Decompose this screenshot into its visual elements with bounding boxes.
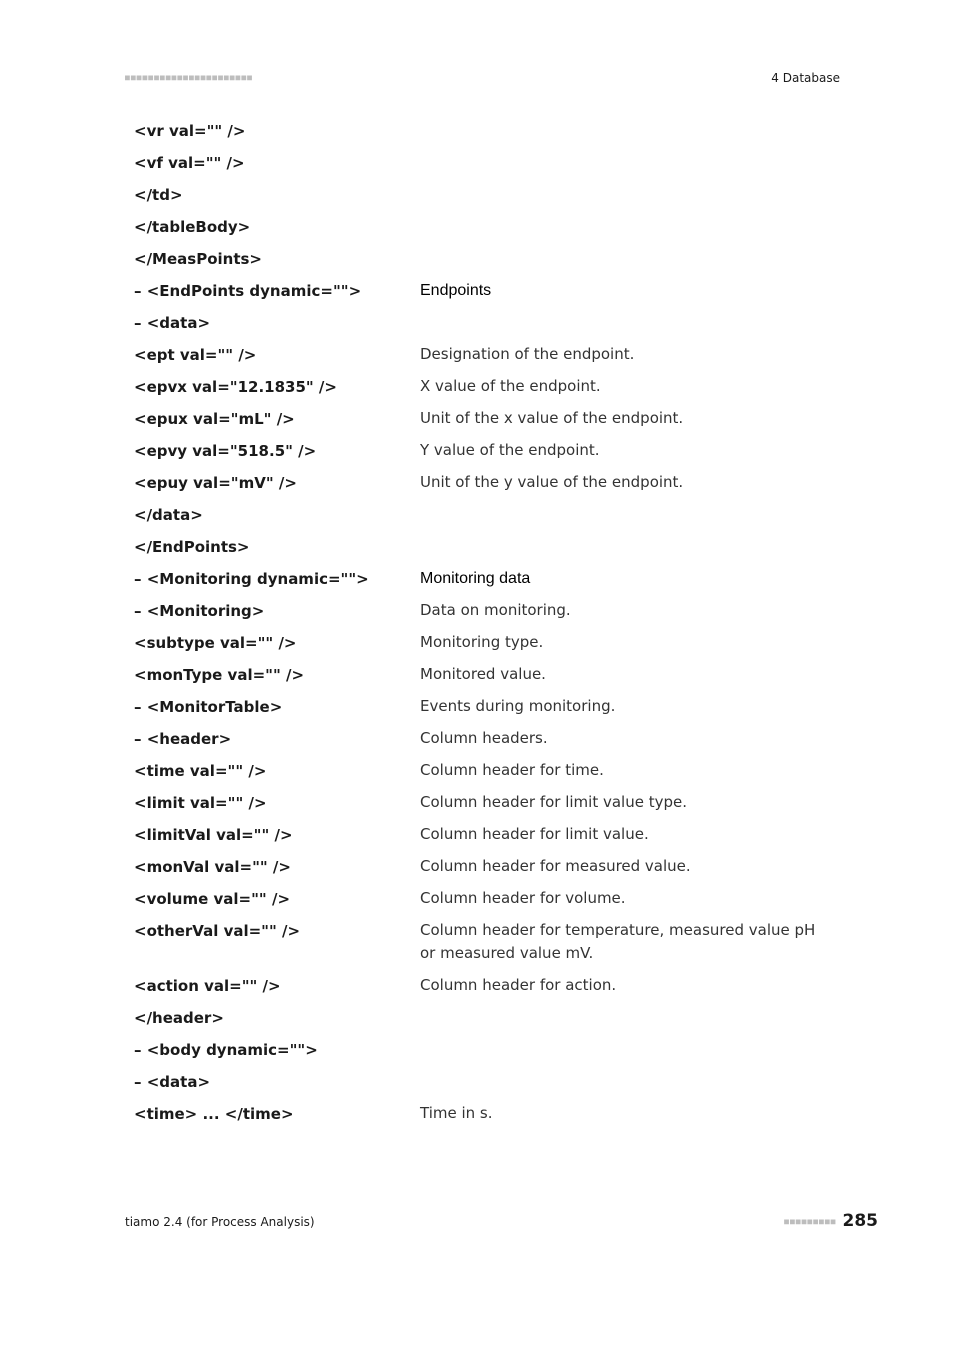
element-description: Monitoring type. xyxy=(420,633,544,651)
table-row xyxy=(134,691,834,723)
element-description: Column header for temperature, measured value pH or measured value mV. xyxy=(420,921,816,962)
element-description xyxy=(420,531,834,540)
section-heading: Endpoints xyxy=(420,282,492,299)
element-description: Column headers. xyxy=(420,729,548,747)
xml-element-name: </MeasPoints> xyxy=(134,250,262,268)
footer-product-name: tiamo 2.4 (for Process Analysis) xyxy=(125,1215,315,1229)
table-row xyxy=(134,755,834,787)
xml-element-name: – <Monitoring dynamic=""> xyxy=(134,570,369,588)
xml-element-name: <time val="" /> xyxy=(134,762,267,780)
table-row xyxy=(134,115,834,147)
table-row xyxy=(134,915,834,970)
xml-element-name: <monVal val="" /> xyxy=(134,858,291,876)
table-row xyxy=(134,819,834,851)
xml-element-name: <subtype val="" /> xyxy=(134,634,297,652)
xml-element-name: – <EndPoints dynamic=""> xyxy=(134,282,362,300)
chapter-title: 4 Database xyxy=(771,71,840,85)
element-description xyxy=(420,1002,834,1011)
table-row xyxy=(134,147,834,179)
xml-element-name: <epvy val="518.5" /> xyxy=(134,442,317,460)
table-row xyxy=(134,883,834,915)
table-row xyxy=(134,243,834,275)
table-row xyxy=(134,1066,834,1098)
element-description: Column header for measured value. xyxy=(420,857,691,875)
table-row xyxy=(134,275,834,307)
xml-element-name: <vr val="" /> xyxy=(134,122,246,140)
element-description xyxy=(420,179,834,188)
page-number: 285 xyxy=(842,1211,878,1231)
element-description: Column header for limit value type. xyxy=(420,793,687,811)
xml-element-name: <time> ... </time> xyxy=(134,1105,294,1123)
xml-element-name: </header> xyxy=(134,1009,224,1027)
element-description: Column header for limit value. xyxy=(420,825,649,843)
xml-element-name: <otherVal val="" /> xyxy=(134,922,301,940)
table-row xyxy=(134,499,834,531)
element-description: Column header for volume. xyxy=(420,889,626,907)
table-row xyxy=(134,339,834,371)
footer-pagination xyxy=(784,1211,878,1231)
xml-element-name: – <data> xyxy=(134,314,211,332)
xml-element-name: <volume val="" /> xyxy=(134,890,291,908)
element-description xyxy=(420,115,834,124)
xml-element-name: </EndPoints> xyxy=(134,538,250,556)
element-description xyxy=(420,499,834,508)
element-description xyxy=(420,1034,834,1043)
footer-decoration: ■■■■■■■■■ xyxy=(784,1216,837,1226)
xml-element-name: <limitVal val="" /> xyxy=(134,826,293,844)
element-description: Column header for time. xyxy=(420,761,604,779)
element-description xyxy=(420,243,834,252)
table-row xyxy=(134,970,834,1002)
element-description xyxy=(420,1066,834,1075)
table-row xyxy=(134,627,834,659)
table-row xyxy=(134,723,834,755)
xml-element-name: </td> xyxy=(134,186,183,204)
xml-element-name: <monType val="" /> xyxy=(134,666,305,684)
table-row xyxy=(134,211,834,243)
table-row xyxy=(134,467,834,499)
table-row xyxy=(134,1098,834,1130)
xml-element-table xyxy=(134,115,834,1130)
table-row xyxy=(134,179,834,211)
xml-element-name: – <Monitoring> xyxy=(134,602,265,620)
element-description xyxy=(420,307,834,316)
header-decoration: ■■■■■■■■■■■■■■■■■■■■■■ xyxy=(125,73,253,82)
table-row xyxy=(134,371,834,403)
element-description: X value of the endpoint. xyxy=(420,377,601,395)
table-row xyxy=(134,307,834,339)
xml-element-name: – <body dynamic=""> xyxy=(134,1041,318,1059)
table-row xyxy=(134,435,834,467)
element-description: Unit of the x value of the endpoint. xyxy=(420,409,684,427)
xml-element-name: <action val="" /> xyxy=(134,977,281,995)
element-description xyxy=(420,211,834,220)
table-row xyxy=(134,659,834,691)
table-row xyxy=(134,851,834,883)
xml-element-name: – <data> xyxy=(134,1073,211,1091)
element-description: Designation of the endpoint. xyxy=(420,345,635,363)
element-description xyxy=(420,147,834,156)
table-row xyxy=(134,563,834,595)
section-heading: Monitoring data xyxy=(420,570,531,587)
table-row xyxy=(134,595,834,627)
table-row xyxy=(134,403,834,435)
table-row xyxy=(134,787,834,819)
xml-element-name: <limit val="" /> xyxy=(134,794,267,812)
element-description: Y value of the endpoint. xyxy=(420,441,600,459)
xml-element-name: <vf val="" /> xyxy=(134,154,245,172)
xml-element-name: <epux val="mL" /> xyxy=(134,410,295,428)
xml-element-name: <ept val="" /> xyxy=(134,346,257,364)
xml-element-name: </data> xyxy=(134,506,203,524)
element-description: Data on monitoring. xyxy=(420,601,571,619)
xml-element-name: <epvx val="12.1835" /> xyxy=(134,378,337,396)
table-row xyxy=(134,1002,834,1034)
element-description: Monitored value. xyxy=(420,665,546,683)
element-description: Events during monitoring. xyxy=(420,697,616,715)
xml-element-name: – <header> xyxy=(134,730,232,748)
element-description: Unit of the y value of the endpoint. xyxy=(420,473,684,491)
element-description: Time in s. xyxy=(420,1104,493,1122)
xml-element-name: </tableBody> xyxy=(134,218,251,236)
table-row xyxy=(134,531,834,563)
element-description: Column header for action. xyxy=(420,976,617,994)
table-row xyxy=(134,1034,834,1066)
xml-element-name: <epuy val="mV" /> xyxy=(134,474,297,492)
xml-element-name: – <MonitorTable> xyxy=(134,698,283,716)
